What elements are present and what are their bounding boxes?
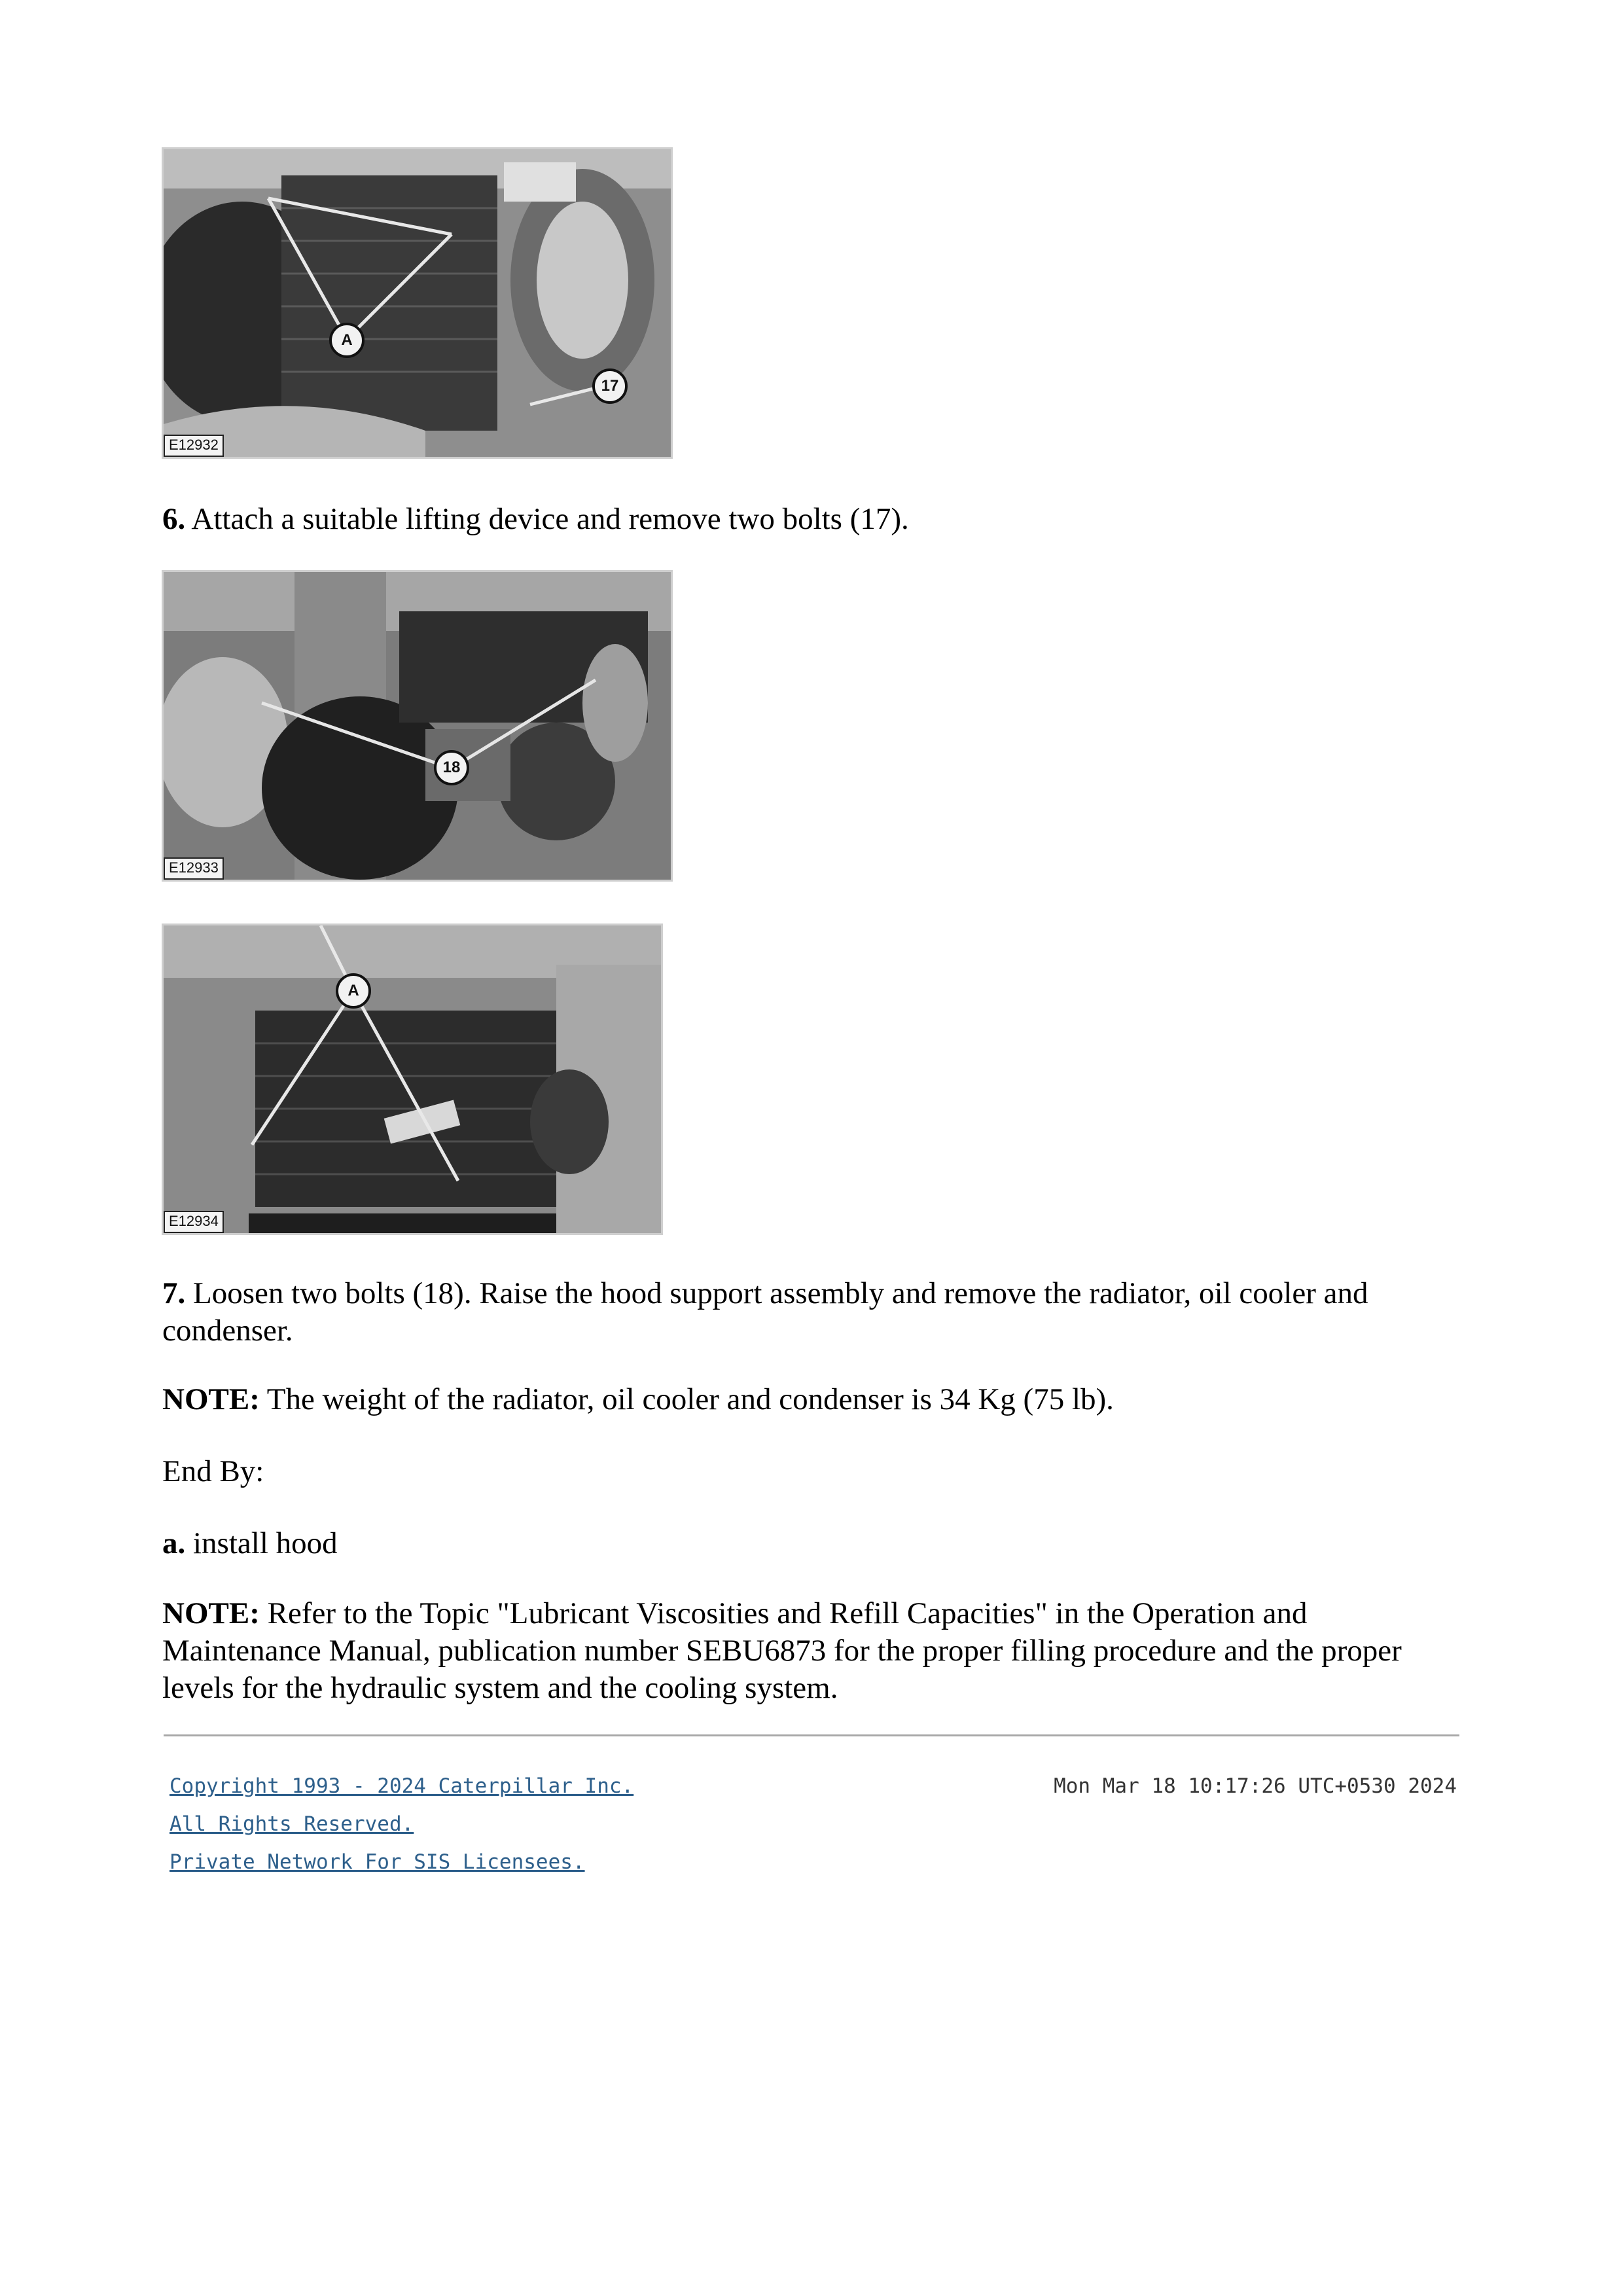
- figure-id-label: E12934: [164, 1211, 224, 1233]
- note-refill-text: Refer to the Topic "Lubricant Viscosities and Refill Capacities" in the Operation and Maintenance Manual, publication number SEBU6873 for the proper filling procedure and the proper levels for the hydraulic system and the cooling system.: [162, 1596, 1402, 1705]
- hood-support-illustration: [164, 572, 671, 880]
- callout-17: 17: [592, 368, 628, 404]
- end-by-item-a: [162, 1525, 1471, 1562]
- copyright-link[interactable]: Copyright 1993 - 2024 Caterpillar Inc.: [169, 1774, 634, 1798]
- figure-e12932-photo: [164, 149, 671, 457]
- item-text: install hood: [193, 1526, 338, 1560]
- step-6-number: 6.: [162, 502, 186, 536]
- note-label: NOTE:: [162, 1596, 260, 1630]
- step-7: [162, 1275, 1471, 1350]
- step-6: [162, 501, 1471, 538]
- step-7-number: 7.: [162, 1276, 186, 1310]
- network-link[interactable]: Private Network For SIS Licensees.: [169, 1850, 585, 1874]
- radiator-lifting-illustration: [164, 149, 671, 457]
- end-by-heading: End By:: [162, 1454, 264, 1488]
- figure-id-label: E12932: [164, 435, 224, 457]
- step-6-text: Attach a suitable lifting device and remove two bolts (17).: [191, 502, 909, 536]
- figure-e12934-photo: [164, 925, 661, 1233]
- note-weight-text: The weight of the radiator, oil cooler and condenser is 34 Kg (75 lb).: [266, 1382, 1114, 1416]
- callout-a: A: [329, 323, 365, 358]
- item-label: a.: [162, 1526, 186, 1560]
- callout-a: A: [336, 973, 371, 1009]
- footer-divider: [164, 1734, 1459, 1736]
- rights-link[interactable]: All Rights Reserved.: [169, 1812, 414, 1836]
- figure-e12933-photo: [164, 572, 671, 880]
- footer-links: [169, 1774, 633, 1874]
- note-label: NOTE:: [162, 1382, 260, 1416]
- callout-18: 18: [434, 750, 469, 785]
- footer-timestamp: Mon Mar 18 10:17:26 UTC+0530 2024: [1054, 1774, 1457, 1798]
- figure-id-label: E12933: [164, 857, 224, 880]
- step-7-text: Loosen two bolts (18). Raise the hood support assembly and remove the radiator, oil cooler and condenser.: [162, 1276, 1368, 1348]
- note-weight: [162, 1381, 1471, 1418]
- radiator-removal-illustration: [164, 925, 661, 1233]
- note-refill: [162, 1595, 1471, 1707]
